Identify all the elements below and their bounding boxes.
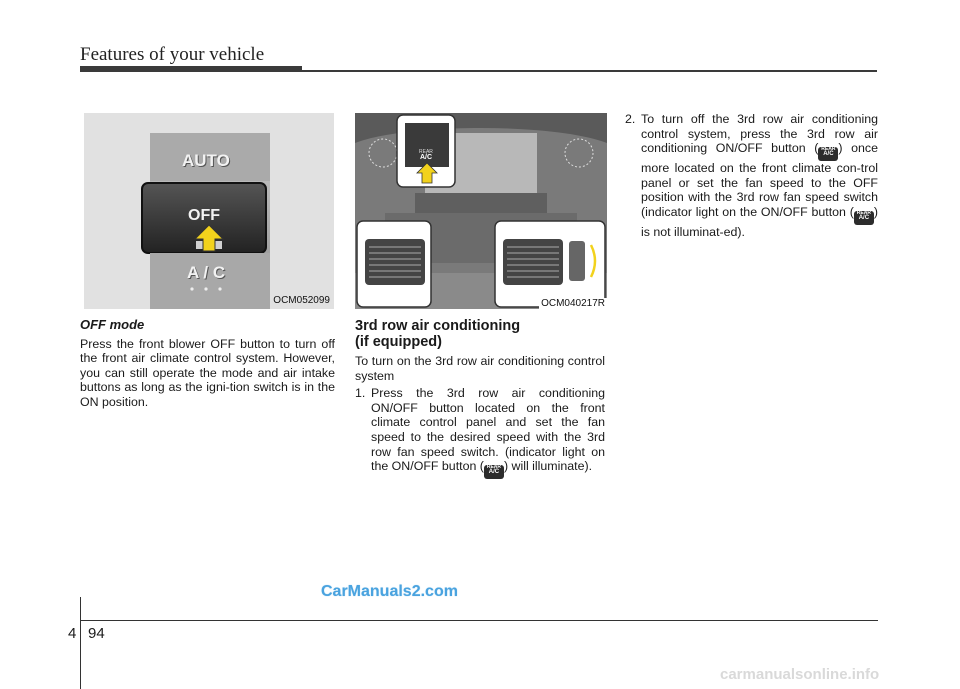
footer-watermark: carmanualsonline.info (720, 666, 880, 683)
list-item-1 (355, 386, 605, 479)
icon-text-bottom: A/C (823, 151, 834, 158)
list-text (641, 112, 878, 240)
text-segment: To turn off the 3rd row air conditioning control system, press the 3rd row air conditioning ON/OFF button ( (641, 112, 878, 156)
rear-badge-bottom: A/C (420, 154, 433, 161)
header-rule-thin (302, 70, 877, 72)
rear-ac-button-icon (484, 465, 504, 479)
icon-text-top: REAR (856, 209, 871, 216)
icon-text-bottom: A/C (488, 469, 500, 476)
watermark-link[interactable]: CarManuals2.com (321, 583, 458, 600)
column-third-row-ac (355, 318, 605, 479)
text-segment: ) is not illuminat-ed). (641, 204, 878, 239)
page-header-title: Features of your vehicle (80, 44, 265, 65)
section-title-line2: (if equipped) (355, 334, 442, 350)
off-mode-subtitle: OFF mode (80, 317, 145, 332)
figure-code: OCM052099 (273, 295, 330, 306)
icon-text-bottom: A/C (858, 214, 870, 221)
page-left-rule (80, 597, 81, 689)
page-section-number: 4 (68, 625, 77, 642)
figure-climate-buttons (84, 113, 334, 309)
section-title (355, 318, 605, 350)
figure-code: OCM040217R (541, 298, 605, 309)
page-number: 94 (88, 625, 105, 642)
off-mode-body: Press the front blower OFF button to turn off the front air climate control system. However, you can still operate the mode and air intake buttons as long as the igni-tion switch is in the ON position. (80, 336, 335, 409)
off-button-label: OFF (188, 207, 220, 224)
section-title-line1: 3rd row air conditioning (355, 318, 521, 334)
page-bottom-rule (80, 620, 878, 621)
column-off-mode (80, 318, 335, 410)
ac-button-label: A / C (187, 263, 226, 282)
list-text (371, 386, 605, 479)
list-number: 1. (355, 386, 366, 401)
list-item-2 (625, 112, 878, 240)
auto-button-label: AUTO (182, 151, 230, 170)
list-number: 2. (625, 112, 636, 126)
interior-illustration (355, 113, 607, 309)
icon-text-top: REAR (821, 146, 836, 153)
figure-rear-ac-interior (355, 113, 607, 309)
column-turn-off (625, 112, 878, 240)
text-segment: ) will illuminate). (503, 459, 593, 474)
rear-ac-button-icon (854, 211, 874, 225)
icon-text-top: REAR (486, 464, 502, 471)
header-rule-thick (80, 66, 302, 72)
rear-badge-top: REAR (419, 149, 433, 155)
rear-ac-button-icon (818, 147, 838, 161)
text-segment: ) once more located on the front climate con-trol panel or set the fan speed to the OFF position with the 3rd row fan speed switch (indicator light on the ON/OFF button ( (641, 141, 879, 219)
text-segment: Press the 3rd row air conditioning ON/OFF button located on the front climate control panel and set the fan speed to the desired speed with the 3rd row fan speed switch. (indicator light on the ON/OFF button ( (371, 386, 605, 474)
intro-text: To turn on the 3rd row air conditioning control system (355, 354, 605, 383)
